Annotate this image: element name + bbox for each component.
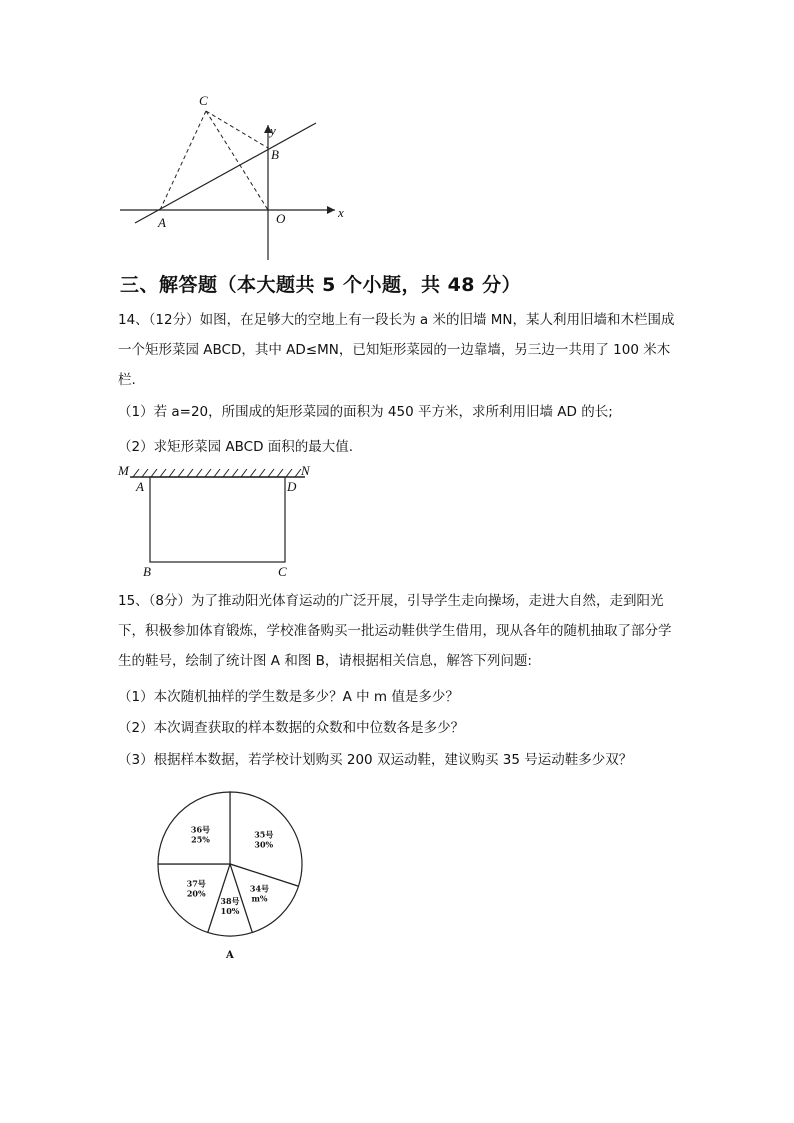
section-heading: 三、解答题（本大题共 5 个小题，共 48 分） xyxy=(120,274,522,296)
pie-slice-value-1: m% xyxy=(251,893,268,904)
label-b: B xyxy=(143,564,151,579)
line-ab xyxy=(135,123,316,223)
pie-caption: A xyxy=(226,950,234,961)
pie-slice-label-2: 38号 xyxy=(220,895,240,906)
q15-part1: （1）本次随机抽样的学生数是多少？A 中 m 值是多少？ xyxy=(118,689,459,705)
pie-slice-value-0: 30% xyxy=(254,839,274,850)
rectangle-abcd xyxy=(150,477,285,562)
segment-ca xyxy=(160,111,206,210)
garden-rectangle-figure xyxy=(115,462,325,580)
q15-intro: 15、（8分）为了推动阳光体育运动的广泛开展，引导学生走向操场，走进大自然，走到阳光下，积极参加体育锻炼，学校准备购买一批运动鞋供学生借用，现从各年的随机抽取了部分学生的鞋号，绘制了统计图 A 和图 B，请根据相关信息，解答下列问题: xyxy=(118,593,672,669)
axis-label-x: x xyxy=(338,205,344,220)
x-axis-arrow xyxy=(327,206,335,214)
segment-co xyxy=(206,111,268,210)
pie-slice-label-3: 37号 xyxy=(186,878,206,889)
pie-slice-value-4: 25% xyxy=(191,834,210,845)
label-m: M xyxy=(118,463,129,478)
label-d: D xyxy=(287,479,297,494)
segment-cb xyxy=(206,111,268,148)
q14-part1: （1）若 a=20，所围成的矩形菜园的面积为 450 平方米，求所利用旧墙 AD 的长; xyxy=(118,404,613,420)
pie-slice-value-3: 20% xyxy=(186,888,206,899)
point-label-c: C xyxy=(199,93,208,108)
wall-hatching xyxy=(133,469,301,477)
triangle-coordinate-figure xyxy=(110,85,370,265)
pie-slice-label-1: 34号 xyxy=(249,883,270,894)
label-c: C xyxy=(278,564,287,579)
q15-part3: （3）根据样本数据，若学校计划购买 200 双运动鞋，建议购买 35 号运动鞋多少双？ xyxy=(118,752,633,768)
q14-intro: 14、（12分）如图，在足够大的空地上有一段长为 a 米的旧墙 MN，某人利用旧墙和木栏围成一个矩形菜园 ABCD，其中 AD≤MN，已知矩形菜园的一边靠墙，另三边一共用了 100 米木栏. xyxy=(118,312,675,388)
axis-label-y: y xyxy=(270,123,276,138)
label-n: N xyxy=(301,463,310,478)
pie-chart-a xyxy=(145,790,320,965)
q14-part2: （2）求矩形菜园 ABCD 面积的最大值. xyxy=(118,439,354,455)
point-label-a: A xyxy=(158,215,166,230)
label-a: A xyxy=(136,479,144,494)
pie-slice-value-2: 10% xyxy=(220,905,240,916)
pie-slice-label-4: 36号 xyxy=(190,824,211,835)
point-label-o: O xyxy=(276,211,286,226)
point-label-b: B xyxy=(271,147,279,162)
q15-part2: （2）本次调查获取的样本数据的众数和中位数各是多少？ xyxy=(118,720,465,736)
pie-slice-label-0: 35号 xyxy=(254,829,274,840)
